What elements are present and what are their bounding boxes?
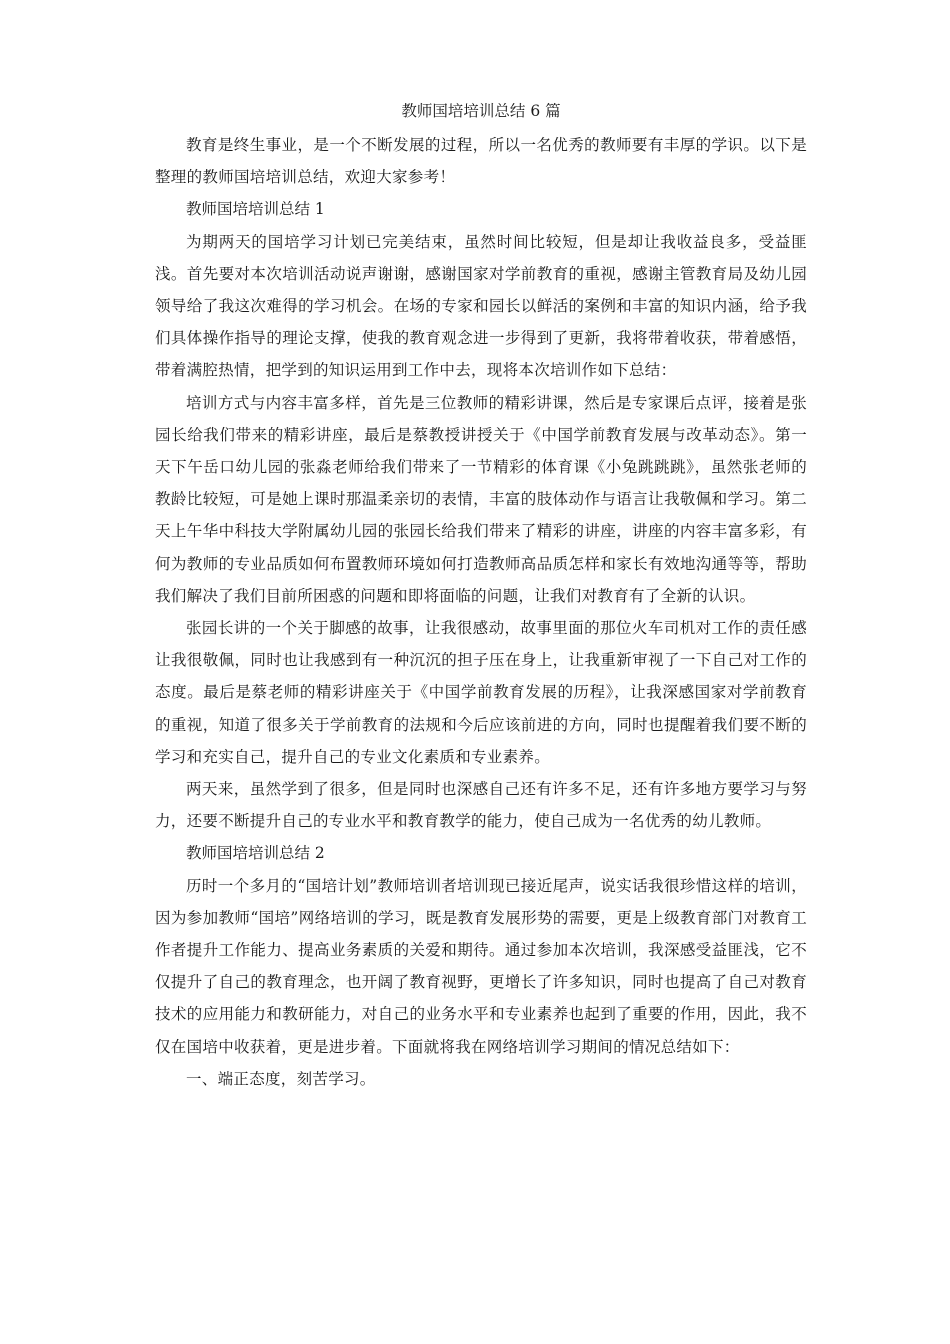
section-1-heading: 教师国培培训总结 1 bbox=[186, 200, 325, 219]
section-2-paragraph-2: 一、端正态度，刻苦学习。 bbox=[186, 1069, 376, 1088]
section-1-paragraph-1: 为期两天的国培学习计划已完美结束，虽然时间比较短，但是却让我收益良多，受益匪浅。首先要对本次培训活动说声谢谢，感谢国家对学前教育的重视，感谢主管教育局及幼儿园领导给了我这次难得的学习机会。在场的专家和园长以鲜活的案例和丰富的知识内涵，给予我们具体操作指导的理论支撑，使我的教育观念进一步得到了更新，我将带着收获，带着感悟，带着满腔热情，把学到的知识运用到工作中去，现将本次培训作如下总结： bbox=[155, 232, 807, 380]
section-2-paragraph-1: 历时一个多月的“国培计划”教师培训者培训现已接近尾声，说实话我很珍惜这样的培训，因为参加教师“国培”网络培训的学习，既是教育发展形势的需要，更是上级教育部门对教育工作者提升工作能力、提高业务素质的关爱和期待。通过参加本次培训，我深感受益匪浅，它不仅提升了自己的教育理念，也开阔了教育视野，更增长了许多知识，同时也提高了自己对教育技术的应用能力和教研能力，对自己的业务水平和专业素养也起到了重要的作用，因此，我不仅在国培中收获着，更是进步着。下面就将我在网络培训学习期间的情况总结如下： bbox=[155, 876, 807, 1056]
section-1-paragraph-4: 两天来，虽然学到了很多，但是同时也深感自己还有许多不足，还有许多地方要学习与努力，还要不断提升自己的专业水平和教育教学的能力，使自己成为一名优秀的幼儿教师。 bbox=[155, 780, 807, 831]
section-1-paragraph-2: 培训方式与内容丰富多样，首先是三位教师的精彩讲课，然后是专家课后点评，接着是张园长给我们带来的精彩讲座，最后是蔡教授讲授关于《中国学前教育发展与改革动态》。第一天下午岳口幼儿园的张淼老师给我们带来了一节精彩的体育课《小兔跳跳跳》，虽然张老师的教龄比较短，可是她上课时那温柔亲切的表情，丰富的肢体动作与语言让我敬佩和学习。第二天上午华中科技大学附属幼儿园的张园长给我们带来了精彩的讲座，讲座的内容丰富多彩，有何为教师的专业品质如何布置教师环境如何打造教师高品质怎样和家长有效地沟通等等，帮助我们解决了我们目前所困惑的问题和即将面临的问题，让我们对教育有了全新的认识。 bbox=[155, 393, 807, 605]
document-page bbox=[155, 96, 807, 1095]
section-1-paragraph-3: 张园长讲的一个关于脚感的故事，让我很感动，故事里面的那位火车司机对工作的责任感让我很敬佩，同时也让我感到有一种沉沉的担子压在身上，让我重新审视了一下自己对工作的态度。最后是蔡老师的精彩讲座关于《中国学前教育发展的历程》，让我深感国家对学前教育的重视，知道了很多关于学前教育的法规和今后应该前进的方向，同时也提醒着我们要不断的学习和充实自己，提升自己的专业文化素质和专业素养。 bbox=[155, 619, 807, 766]
intro-paragraph: 教育是终生事业，是一个不断发展的过程，所以一名优秀的教师要有丰厚的学识。以下是整理的教师国培培训总结，欢迎大家参考！ bbox=[155, 136, 807, 187]
document-title: 教师国培培训总结 6 篇 bbox=[401, 102, 561, 120]
section-2-heading: 教师国培培训总结 2 bbox=[186, 844, 325, 863]
